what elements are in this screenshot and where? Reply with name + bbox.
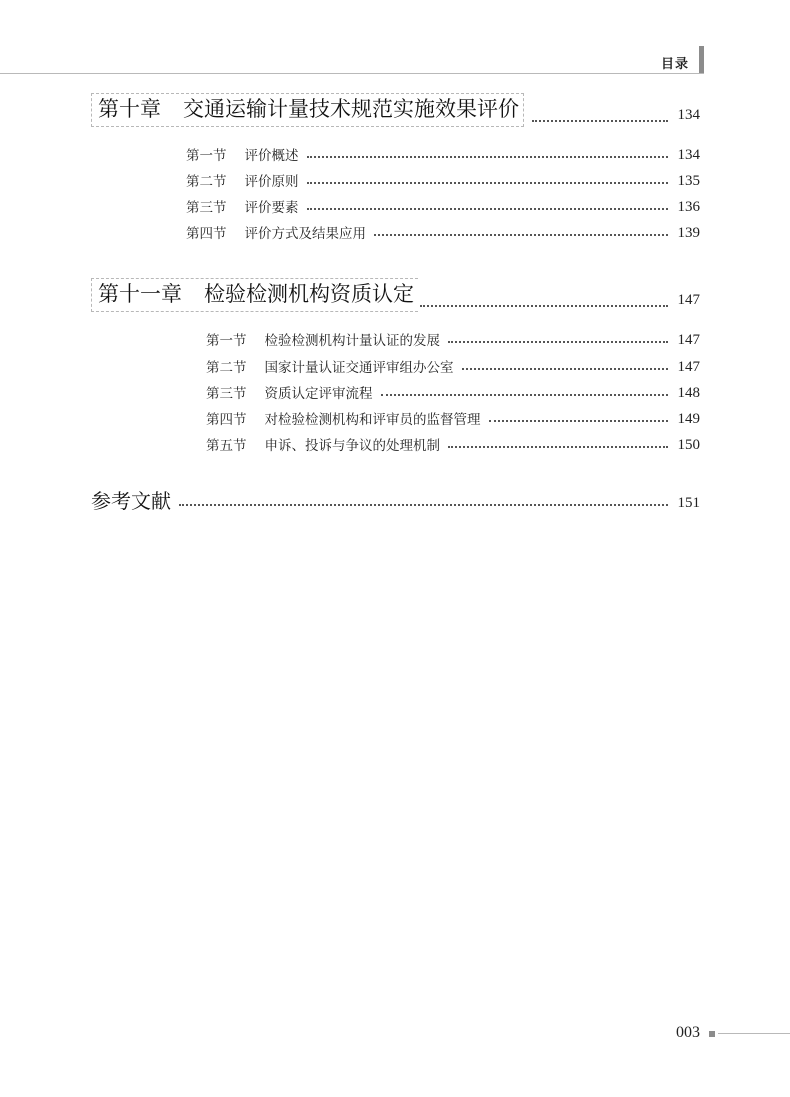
chapter-heading-box <box>91 93 524 127</box>
leader-dots <box>307 208 669 210</box>
toc-section[interactable] <box>186 226 700 241</box>
leader-dots <box>462 368 669 370</box>
section-title: 检验检测机构计量认证的发展 <box>264 332 440 349</box>
running-header-label: 目录 <box>661 57 690 72</box>
section-number: 第二节 <box>206 359 247 376</box>
section-number: 第四节 <box>206 411 247 428</box>
section-title: 国家计量认证交通评审组办公室 <box>264 359 454 376</box>
leader-dots <box>532 120 668 122</box>
references-page-number: 151 <box>677 495 700 511</box>
section-title: 评价方式及结果应用 <box>244 225 366 242</box>
page-header <box>0 46 790 76</box>
leader-dots <box>420 305 668 307</box>
leader-dots <box>381 394 669 396</box>
section-page-number: 147 <box>677 359 700 375</box>
section-page-number: 149 <box>677 411 700 427</box>
toc-section[interactable] <box>206 333 700 348</box>
section-number: 第三节 <box>206 385 247 402</box>
toc-section[interactable] <box>206 412 700 427</box>
section-title: 评价要素 <box>244 199 299 216</box>
section-number: 第五节 <box>206 437 247 454</box>
section-page-number: 134 <box>677 147 700 163</box>
leader-dots <box>307 182 669 184</box>
chapter-number: 第十章 <box>98 97 161 121</box>
section-page-number: 135 <box>677 173 700 189</box>
section-title: 评价概述 <box>244 147 299 164</box>
toc-section[interactable] <box>206 386 700 401</box>
toc-chapter-11[interactable] <box>91 278 700 312</box>
footer-rule <box>718 1033 790 1034</box>
leader-dots <box>489 420 669 422</box>
page-number: 003 <box>676 1024 700 1041</box>
chapter-title: 交通运输计量技术规范实施效果评价 <box>183 97 519 121</box>
section-number: 第二节 <box>186 173 227 190</box>
toc-section[interactable] <box>206 360 700 375</box>
section-title: 对检验检测机构和评审员的监督管理 <box>264 411 481 428</box>
leader-dots <box>374 234 668 236</box>
section-page-number: 148 <box>677 385 700 401</box>
leader-dots <box>448 446 668 448</box>
chapter-title: 检验检测机构资质认定 <box>204 282 414 306</box>
chapter-page-number: 147 <box>677 292 700 309</box>
section-number: 第一节 <box>186 147 227 164</box>
section-page-number: 136 <box>677 199 700 215</box>
header-accent-bar <box>699 46 704 73</box>
leader-dots <box>448 341 668 343</box>
section-title: 评价原则 <box>244 173 299 190</box>
references-title: 参考文献 <box>91 489 171 513</box>
toc-chapter-10[interactable] <box>91 93 700 127</box>
section-title: 申诉、投诉与争议的处理机制 <box>264 437 440 454</box>
header-rule <box>0 73 704 74</box>
toc-section[interactable] <box>186 174 700 189</box>
section-number: 第一节 <box>206 332 247 349</box>
leader-dots <box>307 156 669 158</box>
section-page-number: 139 <box>677 225 700 241</box>
toc-section[interactable] <box>186 200 700 215</box>
chapter-heading-box <box>91 278 418 312</box>
section-number: 第四节 <box>186 225 227 242</box>
chapter-number: 第十一章 <box>98 282 182 306</box>
leader-dots <box>179 504 668 506</box>
footer-square-marker <box>709 1031 715 1037</box>
section-page-number: 150 <box>677 437 700 453</box>
toc-section[interactable] <box>206 438 700 453</box>
section-number: 第三节 <box>186 199 227 216</box>
section-page-number: 147 <box>677 332 700 348</box>
toc-section[interactable] <box>186 148 700 163</box>
chapter-page-number: 134 <box>677 107 700 124</box>
toc-references[interactable] <box>91 491 700 511</box>
section-title: 资质认定评审流程 <box>264 385 373 402</box>
